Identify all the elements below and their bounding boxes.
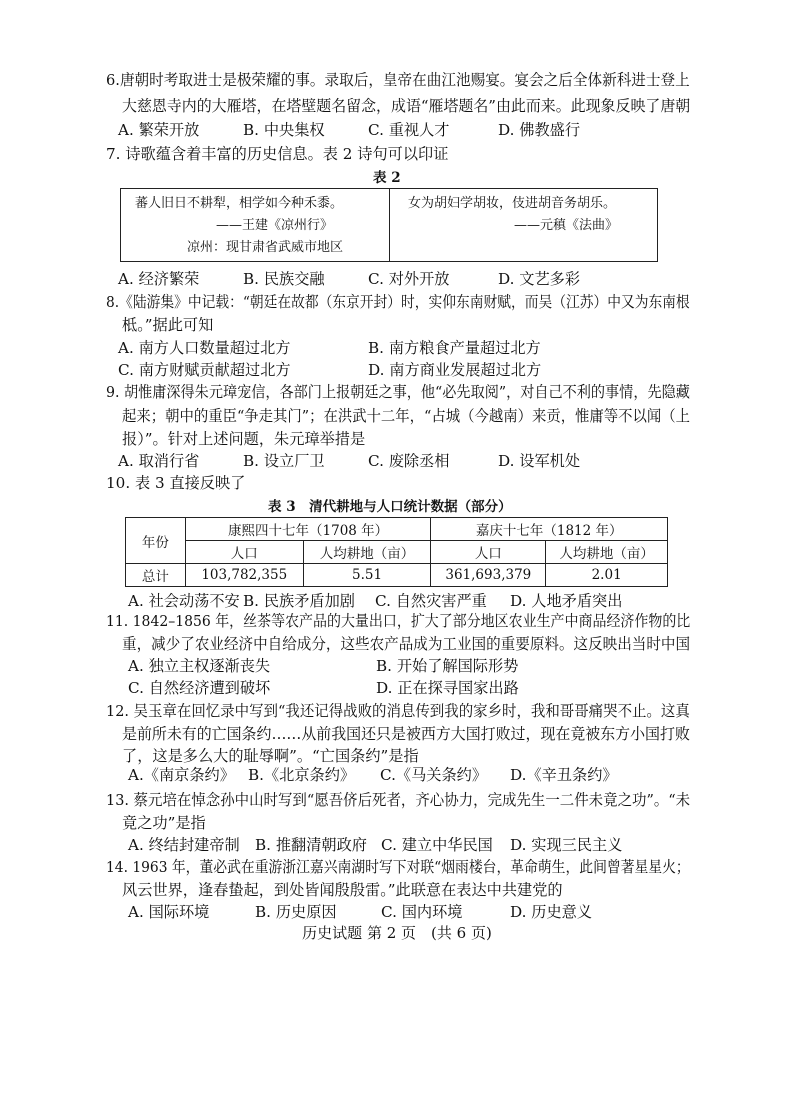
q9-option-c: C. 废除丞相 — [368, 452, 450, 470]
q9-line1: 9. 胡惟庸深得朱元璋宠信，各部门上报朝廷之事，他“必先取阅”，对自己不利的事情，先隐藏 — [106, 383, 690, 401]
q6-line2: 大慈恩寺内的大雁塔，在塔壁题名留念，成语“雁塔题名”由此而来。此现象反映了唐朝 — [122, 97, 691, 115]
q11-line2: 重，减少了农业经济中自给成分，这些农产品成为工业国的重要原料。这反映出当时中国 — [122, 635, 691, 653]
table3-land1: 5.51 — [303, 564, 431, 587]
table2-right-source: ——元稹《法曲》 — [514, 218, 619, 233]
table3-header-period2: 嘉庆十七年（1812 年） — [431, 518, 668, 541]
q14-option-a: A. 国际环境 — [128, 903, 210, 921]
q9-option-b: B. 设立厂卫 — [243, 452, 325, 470]
q10-option-a: A. 社会动荡不安 — [128, 592, 240, 610]
q12-option-c: C.《马关条约》 — [380, 766, 488, 784]
q10-line1: 10. 表 3 直接反映了 — [106, 474, 246, 492]
q14-option-c: C. 国内环境 — [381, 903, 463, 921]
q12-option-d: D.《辛丑条约》 — [510, 766, 618, 784]
table2-right-poem: 女为胡妇学胡妆，伎进胡音务胡乐。 — [408, 196, 617, 211]
q12-line1: 12. 吴玉章在回忆录中写到“我还记得战败的消息传到我的家乡时，我和哥哥痛哭不止。这真 — [106, 702, 690, 720]
table2-left-poem: 蕃人旧日不耕犁，相学如今种禾黍。 — [135, 196, 344, 211]
q6-option-d: D. 佛教盛行 — [498, 121, 581, 139]
q8-option-d: D. 南方商业发展超过北方 — [368, 361, 542, 379]
table3-pop2: 361,693,379 — [431, 564, 546, 587]
q8-option-b: B. 南方粮食产量超过北方 — [368, 339, 541, 357]
q7-line1: 7. 诗歌蕴含着丰富的历史信息。表 2 诗句可以印证 — [106, 145, 449, 163]
q10-option-b: B. 民族矛盾加剧 — [243, 592, 355, 610]
table3 — [125, 517, 668, 587]
table3-header-year: 年份 — [126, 518, 186, 564]
q8-line1: 8.《陆游集》中记载：“朝廷在故都（东京开封）时，实仰东南财赋，而吴（江苏）中又为东南根 — [106, 293, 690, 311]
table2-divider — [389, 189, 390, 261]
q11-line1: 11. 1842–1856 年，丝茶等农产品的大量出口，扩大了部分地区农业生产中商品经济作物的比 — [106, 612, 691, 630]
q14-option-b: B. 历史原因 — [255, 903, 337, 921]
q11-option-d: D. 正在探寻国家出路 — [376, 679, 519, 697]
table3-header-period1: 康熙四十七年（1708 年） — [185, 518, 431, 541]
q7-option-c: C. 对外开放 — [368, 270, 450, 288]
q9-option-d: D. 设军机处 — [498, 452, 581, 470]
q7-option-d: D. 文艺多彩 — [498, 270, 581, 288]
table3-pop1: 103,782,355 — [185, 564, 303, 587]
q12-option-b: B.《北京条约》 — [248, 766, 356, 784]
q6-line1: 6.唐朝时考取进士是极荣耀的事。录取后，皇帝在曲江池赐宴。宴会之后全体新科进士登上 — [106, 71, 690, 89]
table2-left-note: 凉州：现甘肃省武威市地区 — [187, 240, 344, 255]
q6-option-c: C. 重视人才 — [368, 121, 450, 139]
q13-option-a: A. 终结封建帝制 — [128, 836, 240, 854]
q11-option-b: B. 开始了解国际形势 — [376, 657, 519, 675]
table3-land2: 2.01 — [546, 564, 668, 587]
table2 — [120, 188, 658, 262]
q13-option-c: C. 建立中华民国 — [381, 836, 493, 854]
table3-subheader-pop1: 人口 — [185, 541, 303, 564]
q9-line2: 起来；朝中的重臣“争走其门”；在洪武十二年，“占城（今越南）来贡，惟庸等不以闻（上 — [122, 407, 690, 425]
q14-line1: 14. 1963 年，董必武在重游浙江嘉兴南湖时写下对联“烟雨楼台，革命萌生，此间曾著星星火； — [106, 858, 690, 876]
q14-option-d: D. 历史意义 — [510, 903, 593, 921]
table3-subheader-pop2: 人口 — [431, 541, 546, 564]
q12-option-a: A.《南京条约》 — [128, 766, 235, 784]
q11-option-a: A. 独立主权逐渐丧失 — [128, 657, 271, 675]
q7-option-b: B. 民族交融 — [243, 270, 325, 288]
q11-option-c: C. 自然经济遭到破坏 — [128, 679, 271, 697]
q12-line3: 了，这是多么大的耻辱啊”。“亡国条约”是指 — [122, 747, 419, 765]
q12-line2: 是前所未有的亡国条约……从前我国还只是被西方大国打败过，现在竟被东方小国打败 — [122, 725, 690, 743]
table2-title: 表 2 — [373, 170, 401, 186]
table3-subheader-land2: 人均耕地（亩） — [546, 541, 668, 564]
q10-option-c: C. 自然灾害严重 — [375, 592, 487, 610]
q8-option-c: C. 南方财赋贡献超过北方 — [118, 361, 291, 379]
q13-line1: 13. 蔡元培在悼念孙中山时写到“愿吾侪后死者，齐心协力，完成先生一二件未竟之功”。“未 — [106, 791, 691, 809]
table3-row-label: 总计 — [126, 564, 186, 587]
page-footer: 历史试题 第 2 页 (共 6 页) — [302, 924, 492, 942]
q9-line3: 报）”。针对上述问题，朱元璋举措是 — [122, 430, 366, 448]
q8-line2: 柢。”据此可知 — [122, 316, 214, 334]
q6-option-a: A. 繁荣开放 — [118, 121, 200, 139]
q9-option-a: A. 取消行省 — [118, 452, 200, 470]
table3-title: 表 3 清代耕地与人口统计数据（部分） — [268, 499, 512, 515]
q13-line2: 竟之功”是指 — [122, 814, 206, 832]
q10-option-d: D. 人地矛盾突出 — [510, 592, 623, 610]
table2-left-source: ——王建《凉州行》 — [216, 218, 334, 233]
q8-option-a: A. 南方人口数量超过北方 — [118, 339, 291, 357]
q13-option-b: B. 推翻清朝政府 — [255, 836, 367, 854]
q6-option-b: B. 中央集权 — [243, 121, 325, 139]
q7-option-a: A. 经济繁荣 — [118, 270, 200, 288]
table3-subheader-land1: 人均耕地（亩） — [303, 541, 431, 564]
q14-line2: 风云世界，逢春蛰起，到处皆闻殷殷雷。”此联意在表达中共建党的 — [122, 881, 563, 899]
q13-option-d: D. 实现三民主义 — [510, 836, 623, 854]
